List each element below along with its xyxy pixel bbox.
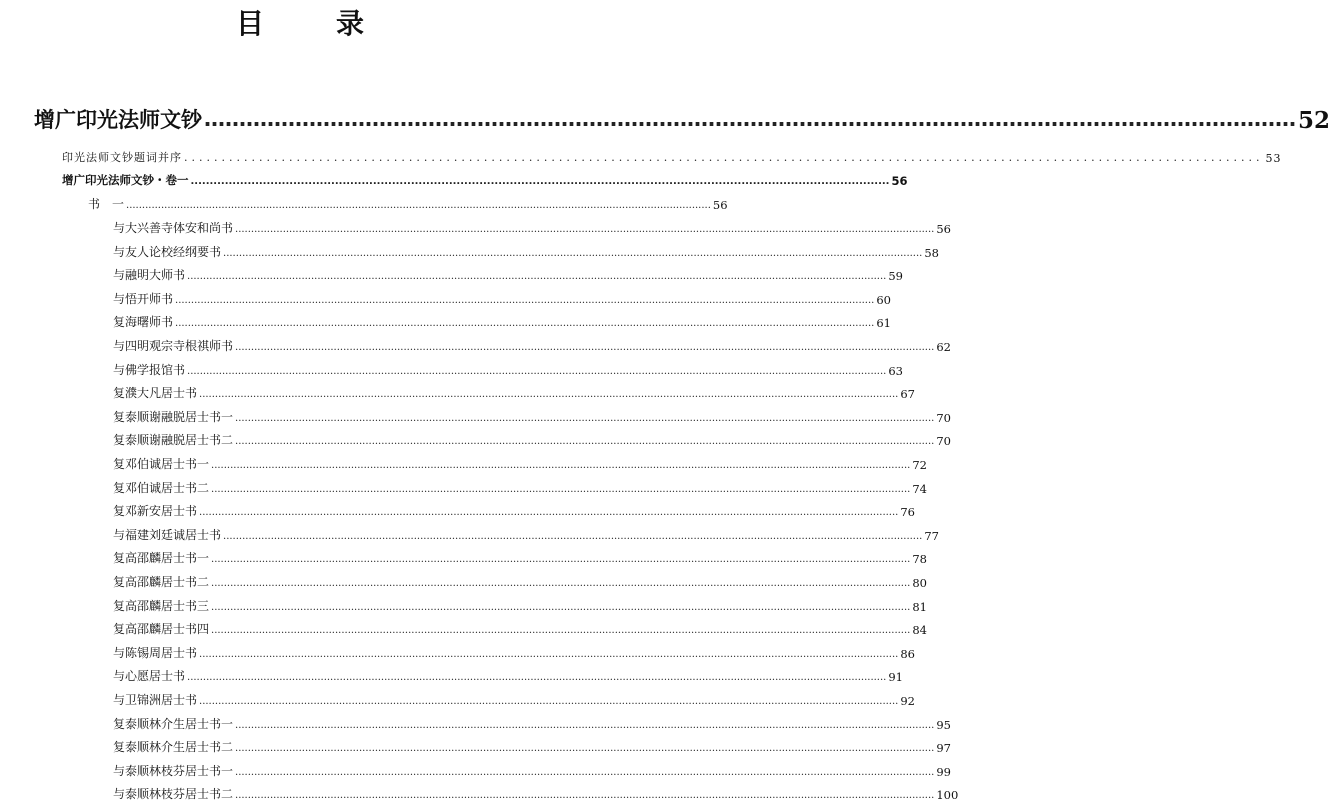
- toc-entry-page: 70: [936, 410, 951, 425]
- dot-leader: ........................................................................................................................................................................................: [126, 200, 711, 211]
- toc-entry-page: 58: [924, 245, 939, 260]
- toc-entry-letter[interactable]: [113, 403, 951, 425]
- dot-leader: ............................................................................................................................................................................................................................: [199, 648, 899, 660]
- toc-entry-page: 52: [1298, 107, 1330, 134]
- toc-entry-main[interactable]: [34, 100, 1330, 134]
- dot-leader: ............................................................................................................................................................................................................................: [223, 530, 923, 542]
- toc-entry-label: 复高邵麟居士书四: [113, 622, 210, 637]
- toc-entry-label: 复高邵麟居士书一: [113, 551, 210, 566]
- dot-leader: ............................................................................................................................................................................................................................: [199, 696, 899, 707]
- toc-entry-page: 84: [912, 623, 927, 638]
- toc-entry-letter[interactable]: [113, 238, 939, 260]
- toc-entry-label: 书 一: [88, 197, 125, 211]
- toc-entry-page: 62: [936, 340, 951, 354]
- toc-entry-label: 与福建刘廷诚居士书: [113, 527, 222, 542]
- toc-entry-letter[interactable]: [113, 639, 915, 661]
- dot-leader: ................................................................................................................................................: [184, 151, 1264, 164]
- toc-entry-letter[interactable]: [113, 332, 951, 354]
- dot-leader: ............................................................................................................................................................................................................................: [187, 365, 887, 377]
- toc-entry-letter[interactable]: [113, 214, 951, 236]
- toc-entry-label: 与佛学报馆书: [113, 362, 186, 377]
- toc-entry-label: 与泰顺林枝芬居士书一: [113, 763, 234, 778]
- toc-entry-letter[interactable]: [113, 757, 951, 779]
- toc-entry-letter[interactable]: [113, 426, 951, 449]
- toc-entry-label: 复濮大凡居士书: [113, 386, 198, 401]
- dot-leader: ............................................................................................................................................................................................................................: [235, 342, 935, 353]
- toc-entry-label: 与友人论校经纲要书: [113, 244, 222, 259]
- toc-entry-page: 100: [936, 788, 959, 802]
- toc-entry-letter[interactable]: [113, 285, 891, 307]
- toc-entry-label: 与陈锡周居士书: [113, 645, 198, 660]
- toc-entry-section[interactable]: [88, 190, 728, 212]
- toc-entry-page: 77: [924, 528, 939, 543]
- toc-entry-page: 61: [876, 316, 891, 331]
- dot-leader: ............................................................................................................................................................................................................................: [211, 460, 911, 471]
- toc-entry-label: 与大兴善寺体安和尚书: [113, 221, 234, 235]
- dot-leader: ............................................................................................................................................................................................................................: [223, 247, 923, 259]
- dot-leader: ............................................................................................................................................................................................................................: [175, 318, 875, 330]
- toc-entry-label: 复海曙师书: [113, 315, 174, 330]
- toc-entry-page: 74: [912, 481, 927, 496]
- dot-leader: ............................................................................................................................................................................................................................: [199, 389, 899, 401]
- toc-entry-page: 91: [888, 670, 903, 685]
- dot-leader: ............................................................................................................................................................................................................................: [211, 554, 911, 566]
- dot-leader: ............................................................................................................................................................................................................................: [187, 672, 887, 684]
- dot-leader: ............................................................................................................................................................................................................................: [235, 790, 935, 802]
- dot-leader: ............................................................................................................................................................................................................................: [235, 743, 935, 755]
- dot-leader: …………………………………………………………………………………………………………………………………………: [204, 107, 1296, 131]
- dot-leader: ............................................................................................................................................................................................................................: [187, 271, 887, 283]
- toc-entry-page: 63: [888, 363, 903, 378]
- toc-entry-letter[interactable]: [113, 615, 927, 638]
- toc-entry-page: 97: [936, 741, 951, 756]
- toc-entry-letter[interactable]: [113, 544, 927, 567]
- dot-leader: ............................................................................................................................................................................................................................: [235, 224, 935, 235]
- toc-entry-page: 80: [912, 576, 927, 590]
- toc-entry-volume[interactable]: [62, 166, 908, 188]
- toc-entry-page: 60: [876, 292, 891, 307]
- toc-entry-page: 70: [936, 434, 951, 449]
- toc-entry-page: 95: [936, 717, 951, 732]
- toc-entry-label: 复高邵麟居士书三: [113, 598, 210, 613]
- toc-entry-letter[interactable]: [113, 733, 951, 756]
- toc-entry-letter[interactable]: [113, 592, 927, 614]
- page-title: 目 录: [235, 7, 386, 40]
- toc-entry-label: 与四明观宗寺根祺师书: [113, 339, 234, 353]
- toc-entry-page: 99: [936, 764, 951, 779]
- toc-entry-label: 复高邵麟居士书二: [113, 575, 210, 589]
- toc-entry-label: 与心愿居士书: [113, 669, 186, 684]
- toc-entry-letter[interactable]: [113, 379, 915, 402]
- toc-entry-page: 56: [891, 174, 908, 188]
- toc-entry-label: 复邓伯诚居士书二: [113, 480, 210, 495]
- toc-entry-preface[interactable]: [62, 143, 1282, 165]
- toc-entry-label: 复邓伯诚居士书一: [113, 457, 210, 471]
- toc-entry-page: 67: [900, 387, 915, 402]
- dot-leader: ............................................................................................................................................................................................................................: [235, 412, 935, 424]
- toc-entry-page: 56: [712, 198, 728, 212]
- dot-leader: ........................................................................................................................................................................................: [190, 176, 890, 187]
- dot-leader: ............................................................................................................................................................................................................................: [211, 578, 911, 589]
- toc-entry-label: 与融明大师书: [113, 268, 186, 283]
- dot-leader: ............................................................................................................................................................................................................................: [175, 294, 875, 306]
- toc-entry-page: 53: [1265, 152, 1282, 165]
- toc-entry-label: 与泰顺林枝芬居士书二: [113, 787, 234, 802]
- dot-leader: ............................................................................................................................................................................................................................: [235, 719, 935, 731]
- toc-entry-letter[interactable]: [113, 497, 915, 520]
- toc-entry-page: 56: [936, 222, 951, 236]
- dot-leader: ............................................................................................................................................................................................................................: [211, 483, 911, 495]
- toc-entry-page: 76: [900, 505, 915, 520]
- toc-entry-page: 72: [912, 458, 927, 472]
- toc-entry-label: 复泰顺林介生居士书一: [113, 716, 234, 731]
- toc-entry-letter[interactable]: [113, 521, 939, 543]
- dot-leader: ............................................................................................................................................................................................................................: [235, 766, 935, 778]
- toc-entry-label: 复邓新安居士书: [113, 504, 198, 519]
- toc-entry-letter[interactable]: [113, 686, 915, 708]
- toc-entry-label: 印光法师文钞题词并序: [62, 151, 182, 164]
- toc-entry-page: 78: [912, 552, 927, 567]
- toc-entry-letter[interactable]: [113, 356, 903, 378]
- toc-entry-label: 与悟开师书: [113, 291, 174, 306]
- dot-leader: ............................................................................................................................................................................................................................: [211, 601, 911, 613]
- toc-entry-label: 增广印光法师文钞: [34, 108, 202, 132]
- toc-entry-page: 92: [900, 694, 915, 708]
- toc-entry-page: 59: [888, 269, 903, 284]
- toc-entry-letter[interactable]: [113, 710, 951, 732]
- toc-entry-letter[interactable]: [113, 450, 927, 472]
- toc-entry-label: 复泰顺林介生居士书二: [113, 740, 234, 755]
- toc-entry-label: 与卫锦洲居士书: [113, 693, 198, 707]
- toc-entry-letter[interactable]: [113, 780, 959, 802]
- toc-entry-letter[interactable]: [113, 308, 891, 331]
- toc-entry-label: 复泰顺谢融脱居士书二: [113, 433, 234, 448]
- toc-entry-letter[interactable]: [113, 261, 903, 284]
- dot-leader: ............................................................................................................................................................................................................................: [211, 625, 911, 637]
- toc-entry-label: 复泰顺谢融脱居士书一: [113, 409, 234, 424]
- toc-entry-letter[interactable]: [113, 662, 903, 685]
- dot-leader: ............................................................................................................................................................................................................................: [235, 436, 935, 448]
- toc-entry-page: 86: [900, 646, 915, 661]
- toc-entry-letter[interactable]: [113, 568, 927, 590]
- toc-entry-page: 81: [912, 599, 927, 614]
- toc-entry-letter[interactable]: [113, 474, 927, 496]
- dot-leader: ............................................................................................................................................................................................................................: [199, 507, 899, 519]
- toc-entry-label: 增广印光法师文钞・卷一: [62, 173, 189, 187]
